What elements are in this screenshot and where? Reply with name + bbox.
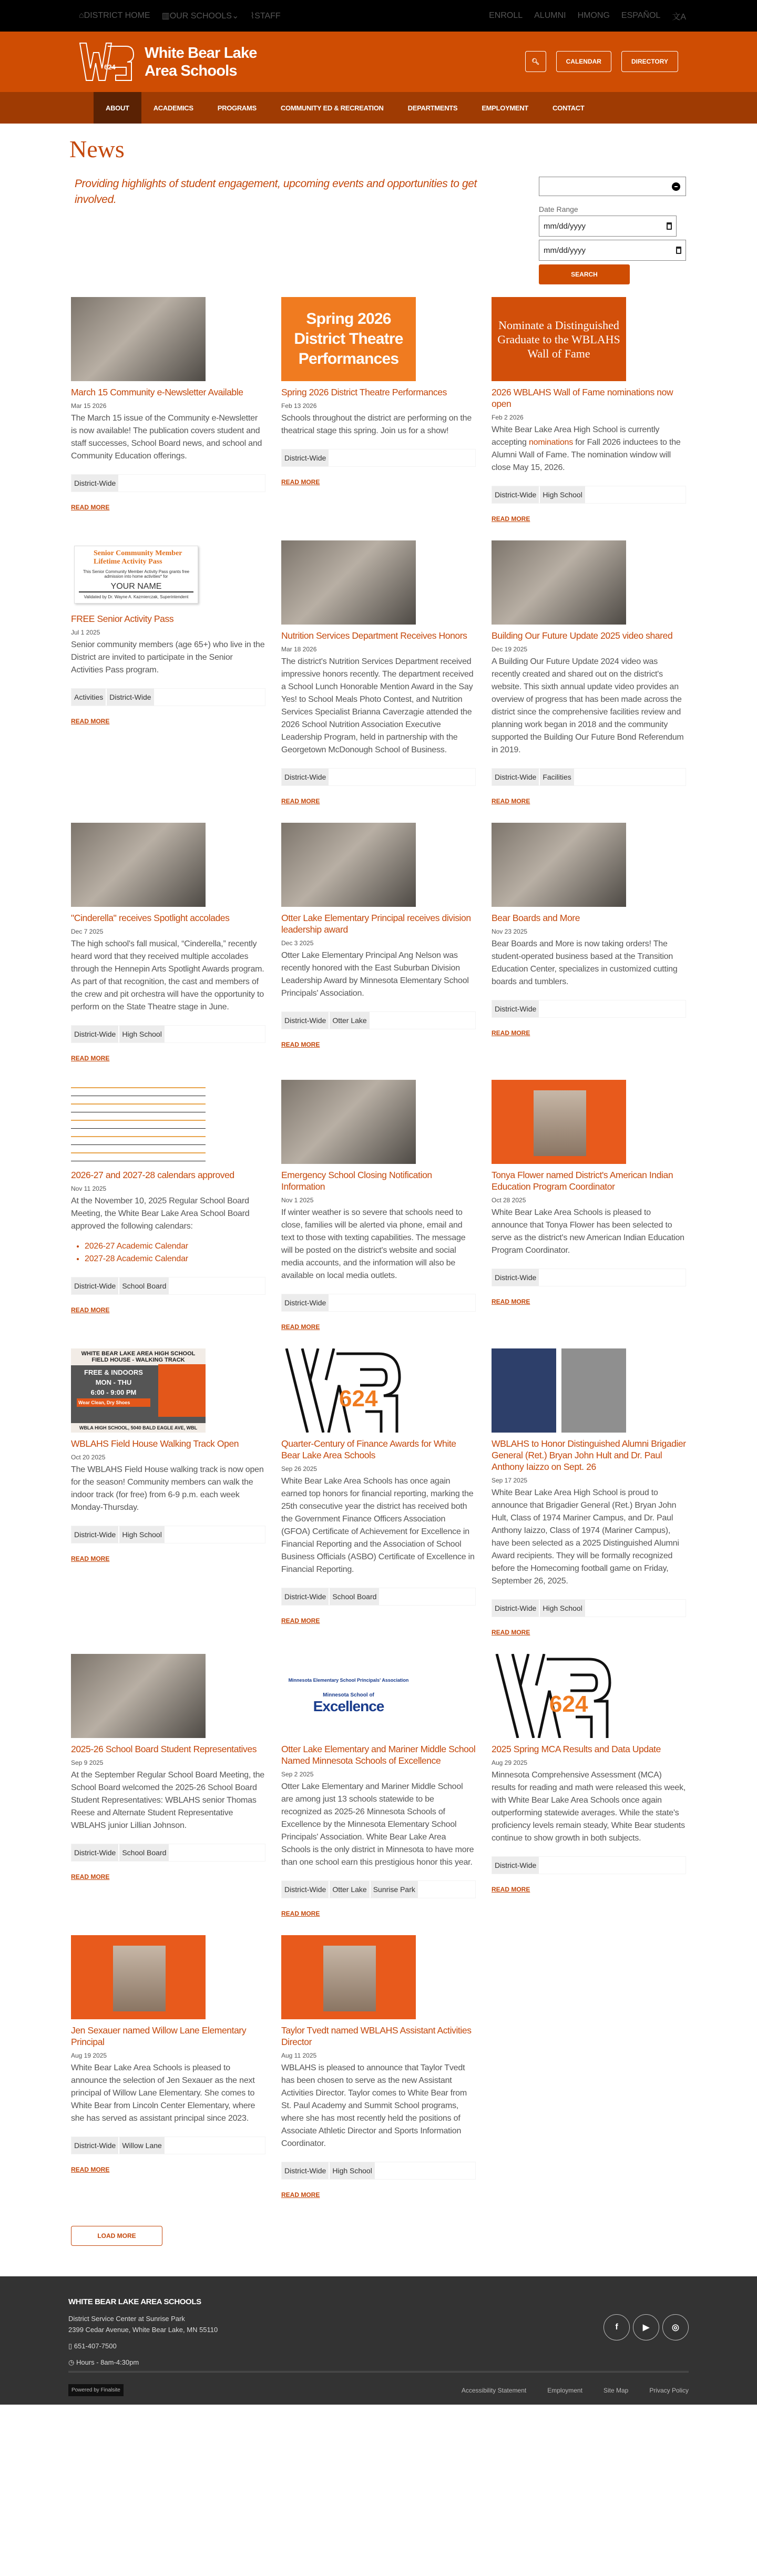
card-tags xyxy=(281,1294,476,1312)
card-tags xyxy=(492,1856,686,1874)
search-button[interactable] xyxy=(525,51,546,72)
card-title-link[interactable]: Spring 2026 District Theatre Performances xyxy=(281,387,447,397)
card-tags xyxy=(281,449,476,467)
card-image[interactable] xyxy=(492,823,626,907)
card-body-text: A Building Our Future Update 2024 video was recently created and shared out on the district's website. This sixth annual update video provides an overview of progress that has been made across the district since the comprehensive facilities review and planning work began in 2018 and the community supported the Building Our Future Bond Referendum in 2019. xyxy=(492,657,684,754)
chevron-down-icon: ⌄ xyxy=(231,12,239,21)
page-tagline: Providing highlights of student engagement, upcoming events and opportunities to get involved. xyxy=(75,178,477,206)
card-tags xyxy=(492,486,686,504)
card-image[interactable] xyxy=(71,1080,206,1164)
youtube-icon[interactable]: ▶ xyxy=(633,2314,659,2340)
card-body-text: The March 15 issue of the Community e-Newsletter is now available! The publication covers student and staff successes, School Board news, and school and Community Education offerings. xyxy=(71,414,262,461)
card-body-text: The district's Nutrition Services Department received impressive honors recently. The department received a School Lunch Honorable Mention Award in the Say Yes! to School Meals Photo Contest, and Nutrition Services Specialist Brianna Caverzagie attended the 2026 School Nutrition Association Executive Leadership Program, held in partnership with the Georgetown McDonough School of Business. xyxy=(281,657,474,754)
news-card xyxy=(71,1654,265,1924)
svg-text:624: 624 xyxy=(549,1691,588,1717)
card-tags xyxy=(71,1025,265,1043)
card-body xyxy=(281,1207,476,1282)
card-tags xyxy=(281,1588,476,1606)
category-tag[interactable]: Otter Lake xyxy=(330,1012,369,1029)
image-text: Validated by Dr. Wayne A. Kazmierczak, Superintendent xyxy=(84,595,189,599)
read-more-link[interactable]: READ MORE xyxy=(281,478,320,486)
card-body-text: Otter Lake Elementary Principal Ang Nelson was recently honored with the East Suburban Division Leadership Award by Minnesota Elementary School Principals' Association. xyxy=(281,951,469,998)
card-date: Feb 2 2026 xyxy=(492,414,524,421)
translate-icon[interactable]: 文A xyxy=(672,12,686,22)
image-text: Minnesota Elementary School Principals' Association xyxy=(288,1677,409,1683)
svg-text:624: 624 xyxy=(104,63,116,71)
date-range-label: Date Range xyxy=(539,205,578,213)
category-tag[interactable]: District-Wide xyxy=(492,1857,539,1874)
card-date: Aug 29 2025 xyxy=(492,1759,528,1766)
card-date: Dec 19 2025 xyxy=(492,646,528,653)
category-tag[interactable]: School Board xyxy=(119,1844,169,1861)
category-tag[interactable]: School Board xyxy=(330,1588,379,1605)
calendar-button[interactable]: CALENDAR xyxy=(556,51,611,72)
card-body xyxy=(281,2062,476,2150)
card-image[interactable] xyxy=(492,1348,626,1433)
card-body-text: Schools throughout the district are performing on the theatrical stage this spring. Join us for a show! xyxy=(281,414,472,435)
espanol-link[interactable]: ESPAÑOL xyxy=(621,11,661,20)
card-date: Jul 1 2025 xyxy=(71,629,100,636)
category-select[interactable] xyxy=(539,177,686,196)
news-card xyxy=(281,540,476,811)
footer-hours: Hours - 8am-4:30pm xyxy=(76,2358,139,2366)
image-text: Spring 2026 xyxy=(306,310,391,328)
calendar-links xyxy=(85,1240,265,1265)
read-more-link[interactable]: READ MORE xyxy=(71,1555,110,1562)
utility-bar xyxy=(0,0,757,32)
card-body-text: Minnesota Comprehensive Assessment (MCA) results for reading and math were released this week, with White Bear Lake Area Schools once again outperforming statewide averages. While the state's proficiency levels remain steady, White Bear students continue to show growth in both subjects. xyxy=(492,1771,686,1843)
card-title-link[interactable]: Jen Sexauer named Willow Lane Elementary Principal xyxy=(71,2025,247,2047)
read-more-link[interactable]: READ MORE xyxy=(281,2191,320,2199)
facebook-icon[interactable]: f xyxy=(603,2314,630,2340)
clock-icon: ◷ xyxy=(68,2358,76,2366)
card-image[interactable] xyxy=(71,1654,206,1738)
read-more-link[interactable]: READ MORE xyxy=(492,1298,530,1305)
card-image[interactable] xyxy=(71,1935,206,2019)
card-body-text: Bear Boards and More is now taking orders! The student-operated business based at the Transition Education Center, specializes in customized cutting boards and tumblers. xyxy=(492,939,678,986)
card-body-text: WBLAHS is pleased to announce that Taylor Tvedt has been chosen to serve as the new Assistant Activities Director. Taylor comes to White Bear from St. Paul Academy and Summit School programs, where she has most recently held the positions of Associate Athletic Director and Sports Information Coordinator. xyxy=(281,2063,467,2148)
card-body xyxy=(492,656,686,757)
card-tags xyxy=(71,474,265,492)
footer-title: WHITE BEAR LAKE AREA SCHOOLS xyxy=(68,2297,201,2306)
privacy-link[interactable]: Privacy Policy xyxy=(649,2386,689,2394)
card-date: Sep 9 2025 xyxy=(71,1759,104,1766)
category-tag[interactable]: District-Wide xyxy=(492,1269,539,1286)
calendar-link[interactable]: 2027-28 Academic Calendar xyxy=(85,1254,188,1263)
card-body xyxy=(492,1769,686,1845)
category-tag[interactable]: District-Wide xyxy=(492,486,539,503)
news-card xyxy=(71,1348,265,1642)
nav-academics[interactable]: ACADEMICS xyxy=(153,104,193,112)
enroll-link[interactable]: ENROLL xyxy=(489,11,523,20)
image-text: Wear Clean, Dry Shoes xyxy=(77,1398,150,1407)
news-card xyxy=(281,1080,476,1337)
card-image[interactable] xyxy=(71,297,206,381)
category-tag[interactable]: High School xyxy=(119,1526,165,1543)
news-card xyxy=(281,823,476,1068)
news-card xyxy=(71,1935,265,2205)
card-date: Dec 3 2025 xyxy=(281,939,314,947)
card-tags xyxy=(71,688,265,706)
news-card xyxy=(492,823,686,1068)
card-title-link[interactable]: March 15 Community e-Newsletter Available xyxy=(71,387,243,397)
category-tag[interactable]: Otter Lake xyxy=(330,1881,369,1898)
card-image[interactable] xyxy=(492,1654,626,1738)
card-tags xyxy=(281,768,476,786)
nav-contact[interactable]: CONTACT xyxy=(553,104,585,112)
card-body xyxy=(71,1195,265,1265)
card-title-link[interactable]: 2025-26 School Board Student Representatives xyxy=(71,1744,257,1754)
card-image[interactable] xyxy=(281,823,416,907)
card-body xyxy=(281,656,476,757)
read-more-link[interactable]: READ MORE xyxy=(281,1617,320,1624)
image-text: Nominate a Distinguished Graduate to the WBLAHS Wall of Fame xyxy=(497,318,620,360)
read-more-link[interactable]: READ MORE xyxy=(281,1910,320,1917)
card-date: Feb 13 2026 xyxy=(281,402,317,410)
card-date: Aug 19 2025 xyxy=(71,2052,107,2059)
district-logo-image xyxy=(492,1654,626,1738)
news-card xyxy=(71,1080,265,1337)
news-card xyxy=(492,1654,686,1924)
card-body-text: The high school's fall musical, “Cinderella,” recently heard word that they received multiple accolades through the Hennepin Arts Spotlight Awards program. As part of that recognition, the cast and members of the crew and pit orchestra will have the opportunity to perform on the State Theatre stage in June. xyxy=(71,939,264,1011)
category-tag[interactable]: District-Wide xyxy=(282,1294,329,1311)
category-tag[interactable]: District-Wide xyxy=(71,475,118,492)
image-text: District Theatre xyxy=(294,330,403,347)
image-text: This Senior Community Member Activity Pass grants free admission into home activities* for xyxy=(83,569,190,579)
card-image[interactable] xyxy=(492,540,626,625)
category-tag[interactable]: District-Wide xyxy=(282,449,329,466)
news-card xyxy=(492,1348,686,1642)
footer-phone[interactable]: 651-407-7500 xyxy=(74,2342,117,2350)
news-card xyxy=(281,1654,476,1924)
svg-text:624: 624 xyxy=(339,1386,378,1412)
end-date-input[interactable] xyxy=(539,240,686,261)
card-title-link[interactable]: FREE Senior Activity Pass xyxy=(71,614,174,624)
alumni-link[interactable]: ALUMNI xyxy=(534,11,566,20)
calendar-icon[interactable] xyxy=(676,247,681,254)
nav-employment[interactable]: EMPLOYMENT xyxy=(482,104,529,112)
site-footer xyxy=(0,2276,757,2405)
category-tag[interactable]: High School xyxy=(119,1026,165,1042)
staff-label: STAFF xyxy=(254,12,281,21)
news-card xyxy=(492,540,686,811)
school-icon: ▥ xyxy=(161,12,170,21)
image-text: YOUR NAME xyxy=(79,582,193,592)
select-toggle-icon xyxy=(672,182,680,191)
brand-line-2: Area Schools xyxy=(145,62,237,79)
directory-button[interactable]: DIRECTORY xyxy=(621,51,678,72)
powered-by-badge[interactable]: Powered by Finalsite xyxy=(68,2384,124,2396)
card-date: Aug 11 2025 xyxy=(281,2052,317,2059)
news-header xyxy=(0,124,757,297)
main-nav xyxy=(0,92,757,124)
card-title-link[interactable]: Otter Lake Elementary Principal receives division leadership award xyxy=(281,913,471,935)
staff-link[interactable] xyxy=(250,11,280,21)
nav-programs[interactable]: PROGRAMS xyxy=(217,104,257,112)
read-more-link[interactable]: READ MORE xyxy=(492,1886,530,1893)
page-title: News xyxy=(69,136,125,162)
card-title-link[interactable]: Building Our Future Update 2025 video shared xyxy=(492,630,673,641)
card-date: Oct 20 2025 xyxy=(71,1454,106,1461)
card-image[interactable] xyxy=(71,1348,206,1433)
read-more-link[interactable]: READ MORE xyxy=(281,1323,320,1331)
card-tags xyxy=(492,1269,686,1286)
district-home-link[interactable] xyxy=(79,11,150,21)
card-body-text: At the November 10, 2025 Regular School Board Meeting, the White Bear Lake Area School Board approved the following calendars: xyxy=(71,1197,250,1231)
card-tags xyxy=(492,768,686,786)
district-logo-image xyxy=(281,1348,416,1433)
read-more-link[interactable]: READ MORE xyxy=(281,798,320,805)
card-image[interactable] xyxy=(281,1080,416,1164)
card-tags xyxy=(71,1526,265,1543)
card-body-text: The WBLAHS Field House walking track is now open for the season! Community members can walk the indoor track (for free) from 6-9 p.m. each week Monday-Thursday. xyxy=(71,1465,264,1512)
image-text: WBLA HIGH SCHOOL, 5040 BALD EAGLE AVE, WBL xyxy=(71,1423,206,1433)
card-image[interactable] xyxy=(281,1654,416,1738)
card-date: Oct 28 2025 xyxy=(492,1197,526,1204)
card-date: Nov 1 2025 xyxy=(281,1197,314,1204)
card-image[interactable] xyxy=(281,540,416,625)
category-tag[interactable]: Sunrise Park xyxy=(371,1881,418,1898)
card-body xyxy=(71,639,265,677)
news-filters xyxy=(539,177,686,284)
district-name[interactable] xyxy=(145,44,257,80)
news-card xyxy=(281,1935,476,2205)
card-date: Dec 7 2025 xyxy=(71,928,104,935)
nav-about[interactable]: ABOUT xyxy=(94,92,141,124)
category-tag[interactable]: District-Wide xyxy=(282,1012,329,1029)
footer-address-2: 2399 Cedar Avenue, White Bear Lake, MN 55110 xyxy=(68,2326,218,2334)
card-body xyxy=(71,938,265,1014)
card-date: Nov 11 2025 xyxy=(71,1185,107,1192)
category-tag[interactable]: District-Wide xyxy=(71,2137,118,2154)
card-date: Mar 15 2026 xyxy=(71,402,107,410)
read-more-link[interactable]: READ MORE xyxy=(71,1873,110,1880)
nav-community-ed[interactable]: COMMUNITY ED & RECREATION xyxy=(280,104,384,112)
search-icon: 🔍︎ xyxy=(531,58,540,65)
card-date: Sep 2 2025 xyxy=(281,1771,314,1778)
card-body xyxy=(71,1464,265,1514)
card-date: Nov 23 2025 xyxy=(492,928,528,935)
card-body-text: White Bear Lake Area Schools has once again earned top honors for financial reporting, marking the 25th consecutive year the district has received both the Government Finance Officers Association (GFOA) Certificate of Achievement for Excellence in Financial Reporting and the Association of School Business Officials (ASBO) Certificate of Excellence in Financial Reporting. xyxy=(281,1477,475,1574)
district-home-label: DISTRICT HOME xyxy=(84,11,150,20)
card-tags xyxy=(71,1277,265,1295)
category-tag[interactable]: High School xyxy=(330,2162,375,2179)
card-title-link[interactable]: Emergency School Closing Notification Information xyxy=(281,1170,432,1192)
paperclip-icon: ⌇ xyxy=(250,12,255,21)
card-title-link[interactable]: Nutrition Services Department Receives Honors xyxy=(281,630,467,641)
card-date: Sep 17 2025 xyxy=(492,1477,528,1484)
card-title-link[interactable]: Otter Lake Elementary and Mariner Middle School Named Minnesota Schools of Excellence xyxy=(281,1744,476,1766)
card-tags xyxy=(492,1599,686,1617)
load-more-button[interactable]: LOAD MORE xyxy=(71,2226,162,2246)
employment-link[interactable]: Employment xyxy=(547,2386,582,2394)
card-title-link[interactable]: WBLAHS Field House Walking Track Open xyxy=(71,1438,239,1449)
category-tag[interactable]: District-Wide xyxy=(492,1600,539,1617)
news-card xyxy=(71,297,265,529)
card-title-link[interactable]: Tonya Flower named District's American Indian Education Program Coordinator xyxy=(492,1170,673,1192)
footer-address-1: District Service Center at Sunrise Park xyxy=(68,2315,185,2323)
portrait-photo xyxy=(113,1946,166,2011)
card-body xyxy=(492,938,686,988)
read-more-link[interactable]: READ MORE xyxy=(281,1041,320,1048)
card-tags xyxy=(281,1011,476,1029)
category-tag[interactable]: District-Wide xyxy=(282,1881,329,1898)
category-tag[interactable]: Willow Lane xyxy=(119,2137,164,2154)
category-tag[interactable]: Activities xyxy=(71,689,106,706)
card-body-text: If winter weather is so severe that schools need to close, families will be alerted via phone, email and text to those with texting capabilities. The message will be posted on the district's website and social media accounts, and the information will also be available on local media outlets. xyxy=(281,1208,466,1280)
home-icon: ⌂ xyxy=(79,11,84,20)
filter-search-button[interactable]: SEARCH xyxy=(539,264,630,284)
news-grid xyxy=(0,297,757,2205)
calendar-link[interactable]: 2026-27 Academic Calendar xyxy=(85,1242,188,1251)
image-text: Minnesota School of xyxy=(323,1692,374,1698)
news-card xyxy=(281,1348,476,1642)
card-body-text: Senior community members (age 65+) who live in the District are invited to participate in the Senior Activities Pass program. xyxy=(71,640,265,674)
card-body-text: White Bear Lake Area High School is proud to announce that Brigadier General (Ret.) Bryan John Hult, Class of 1974 Mariner Campus, and Dr. Paul Anthony Iaizzo, Class of 1974 (Mariner Campus), have been selected as a 2025 Distinguished Alumni Award recipients. They will be formally recognized before the Homecoming football game on Friday, September 26, 2025. xyxy=(492,1488,679,1586)
our-schools-dropdown[interactable] xyxy=(162,11,239,21)
card-tags xyxy=(281,2162,476,2180)
image-text: WHITE BEAR LAKE AREA HIGH SCHOOL FIELD HOUSE - WALKING TRACK xyxy=(71,1348,206,1365)
category-tag[interactable]: District-Wide xyxy=(107,689,154,706)
hmong-link[interactable]: HMONG xyxy=(577,11,610,20)
card-body xyxy=(71,412,265,463)
read-more-link[interactable]: READ MORE xyxy=(71,1306,110,1314)
read-more-link[interactable]: READ MORE xyxy=(71,504,110,511)
card-body-text: Otter Lake Elementary and Mariner Middle School are among just 13 schools statewide to be recognized as 2025-26 Minnesota Schools of Excellence by the Minnesota Elementary School Principals' Association. White Bear Lake Area Schools is the only district in Minnesota to have more than one school earn this prestigious honor this year. xyxy=(281,1782,474,1867)
card-date: Sep 26 2025 xyxy=(281,1465,318,1473)
card-image[interactable] xyxy=(281,1935,416,2019)
card-body-text: White Bear Lake Area Schools is pleased to announce the selection of Jen Sexauer as the next principal of Willow Lane Elementary. She comes to White Bear from Lincoln Center Elementary, where she has served as assistant principal since 2023. xyxy=(71,2063,255,2123)
category-tag[interactable]: District-Wide xyxy=(71,1277,118,1294)
card-tags xyxy=(71,2137,265,2154)
category-tag[interactable]: District-Wide xyxy=(282,1588,329,1605)
sitemap-link[interactable]: Site Map xyxy=(603,2386,629,2394)
category-tag[interactable]: District-Wide xyxy=(492,769,539,785)
card-body-text: for Fall 2026 inductees to the Alumni Wall of Fame. The nomination window will close May 15, 2026. xyxy=(492,438,681,472)
read-more-link[interactable]: READ MORE xyxy=(71,2166,110,2173)
card-body xyxy=(281,949,476,1000)
image-text: Senior Community Member Lifetime Activity Pass xyxy=(94,549,182,566)
read-more-link[interactable]: READ MORE xyxy=(71,718,110,725)
card-title-link[interactable]: Quarter-Century of Finance Awards for White Bear Lake Area Schools xyxy=(281,1438,456,1460)
phone-icon: ▯ xyxy=(68,2342,74,2350)
accessibility-link[interactable]: Accessibility Statement xyxy=(461,2386,527,2394)
image-text: 6:00 - 9:00 PM xyxy=(90,1388,137,1396)
card-image[interactable] xyxy=(74,546,198,604)
card-body-text: At the September Regular School Board Meeting, the School Board welcomed the 2025-26 School Board Student Representatives: WBLAHS senior Thomas Reese and Alternate Student Representative WBLAHS junior Lillian Johnson. xyxy=(71,1771,265,1830)
nav-departments[interactable]: DEPARTMENTS xyxy=(407,104,458,112)
card-body xyxy=(281,1475,476,1576)
image-text: FREE & INDOORS xyxy=(84,1368,143,1376)
card-body xyxy=(492,1207,686,1257)
read-more-link[interactable]: READ MORE xyxy=(492,515,530,523)
news-card xyxy=(281,297,476,529)
category-tag[interactable]: School Board xyxy=(119,1277,169,1294)
image-text: Performances xyxy=(298,350,399,367)
card-body xyxy=(71,1769,265,1832)
card-tags xyxy=(71,1844,265,1862)
news-card xyxy=(492,1080,686,1337)
card-date: Mar 18 2026 xyxy=(281,646,317,653)
portrait-photo xyxy=(323,1946,376,2011)
image-text: MON - THU xyxy=(95,1378,132,1386)
category-tag[interactable]: District-Wide xyxy=(71,1844,118,1861)
footer-divider xyxy=(68,2371,689,2373)
read-more-link[interactable]: READ MORE xyxy=(71,1055,110,1062)
news-card xyxy=(71,823,265,1068)
card-image[interactable] xyxy=(281,297,416,381)
category-tag[interactable]: District-Wide xyxy=(71,1526,118,1543)
image-text: Excellence xyxy=(313,1698,384,1714)
nominations-link[interactable]: nominations xyxy=(528,438,574,447)
category-tag[interactable]: District-Wide xyxy=(492,1000,539,1017)
card-body xyxy=(492,1487,686,1588)
card-tags xyxy=(281,1880,476,1898)
start-date-placeholder: mm/dd/yyyy xyxy=(544,221,586,231)
site-header xyxy=(0,32,757,92)
news-card xyxy=(492,297,686,529)
card-title-link[interactable]: 2025 Spring MCA Results and Data Update xyxy=(492,1744,661,1754)
card-image[interactable] xyxy=(492,1080,626,1164)
category-tag[interactable]: Facilities xyxy=(540,769,574,785)
calendar-icon[interactable] xyxy=(667,222,672,230)
category-tag[interactable]: District-Wide xyxy=(282,2162,329,2179)
read-more-link[interactable]: READ MORE xyxy=(492,1029,530,1037)
read-more-link[interactable]: READ MORE xyxy=(492,1629,530,1636)
card-title-link[interactable]: "Cinderella" receives Spotlight accolades xyxy=(71,913,230,923)
news-card xyxy=(71,540,265,811)
card-title-link[interactable]: 2026 WBLAHS Wall of Fame nominations now open xyxy=(492,387,673,409)
start-date-input[interactable] xyxy=(539,216,677,237)
card-body xyxy=(71,2062,265,2125)
brand-line-1: White Bear Lake xyxy=(145,44,257,62)
card-title-link[interactable]: WBLAHS to Honor Distinguished Alumni Brigadier General (Ret.) Bryan John Hult and Dr. Paul Anthony Iaizzo on Sept. 26 xyxy=(492,1438,686,1472)
our-schools-label: OUR SCHOOLS xyxy=(169,12,232,21)
card-image[interactable] xyxy=(281,1348,416,1433)
card-body xyxy=(281,412,476,437)
card-title-link[interactable]: Bear Boards and More xyxy=(492,913,580,923)
category-tag[interactable]: District-Wide xyxy=(71,1026,118,1042)
district-logo[interactable] xyxy=(79,42,134,81)
category-tag[interactable]: High School xyxy=(540,1600,585,1617)
category-tag[interactable]: High School xyxy=(540,486,585,503)
read-more-link[interactable]: READ MORE xyxy=(492,798,530,805)
instagram-icon[interactable]: ◎ xyxy=(662,2314,689,2340)
end-date-placeholder: mm/dd/yyyy xyxy=(544,246,586,255)
card-title-link[interactable]: Taylor Tvedt named WBLAHS Assistant Activities Director xyxy=(281,2025,472,2047)
card-body-text: White Bear Lake Area Schools is pleased to announce that Tonya Flower has been selected to serve as the district's new American Indian Education Program Coordinator. xyxy=(492,1208,684,1255)
card-image[interactable] xyxy=(71,823,206,907)
card-body xyxy=(281,1781,476,1869)
card-tags xyxy=(492,1000,686,1018)
card-body xyxy=(492,424,686,474)
card-body-text: White Bear Lake Area High School is currently accepting xyxy=(492,425,660,447)
category-tag[interactable]: District-Wide xyxy=(282,769,329,785)
portrait-photo xyxy=(534,1090,586,1156)
card-title-link[interactable]: 2026-27 and 2027-28 calendars approved xyxy=(71,1170,234,1180)
card-image[interactable] xyxy=(492,297,626,381)
